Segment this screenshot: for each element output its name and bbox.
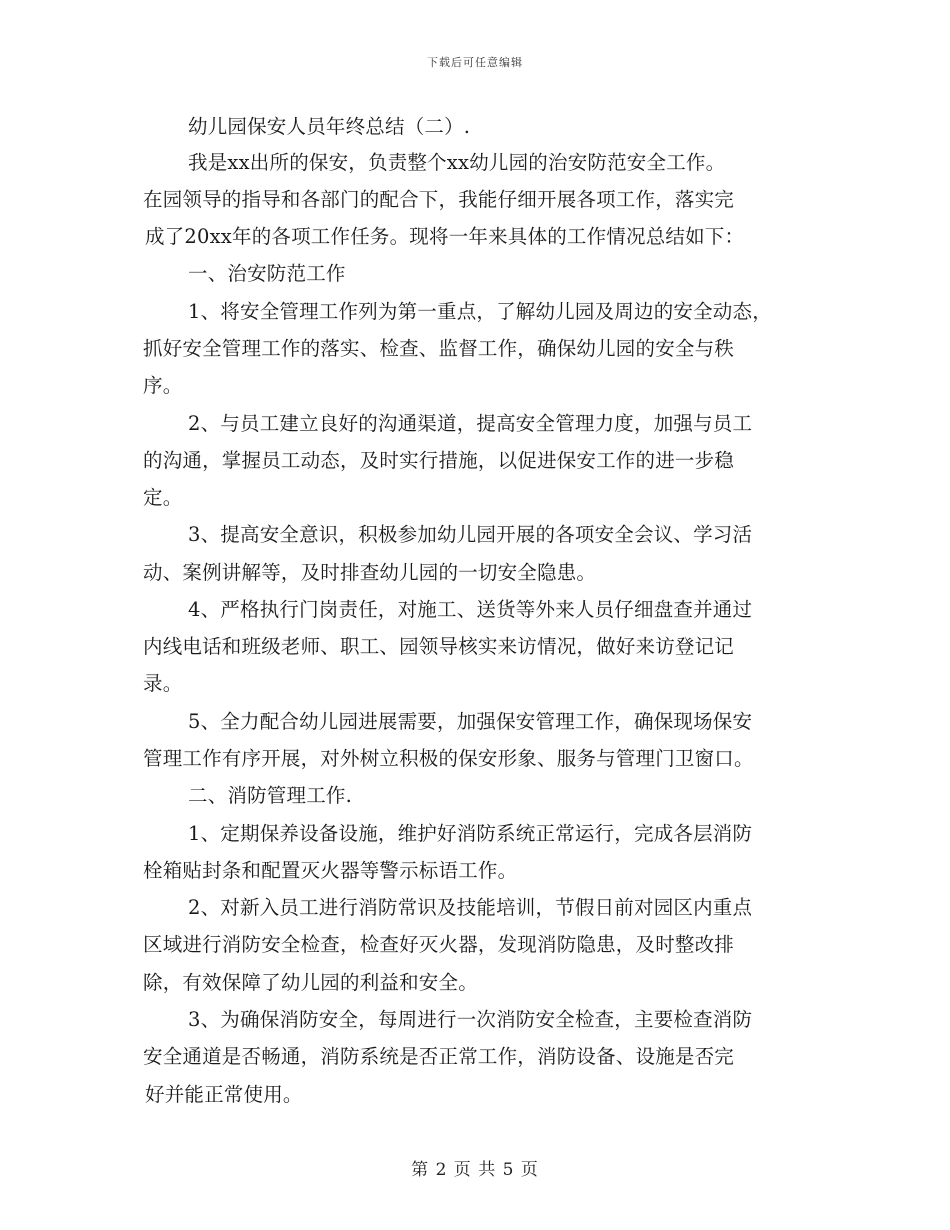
document-title: 幼儿园保安人员年终总结（二）. [188, 115, 471, 138]
paragraph-line: 成了20xx年的各项工作任务。现将一年来具体的工作情况总结如下： [145, 225, 745, 248]
paragraph-line: 安全通道是否畅通，消防系统是否正常工作，消防设备、设施是否完 [143, 1045, 735, 1068]
paragraph-line: 在园领导的指导和各部门的配合下，我能仔细开展各项工作，落实完 [143, 188, 735, 211]
paragraph-line: 5、全力配合幼儿园进展需要，加强保安管理工作，确保现场保安 [188, 710, 753, 733]
paragraph-line: 序。 [143, 374, 183, 397]
paragraph-line: 除，有效保障了幼儿园的利益和安全。 [143, 971, 478, 994]
paragraph-line: 2、与员工建立良好的沟通渠道，提高安全管理力度，加强与员工 [188, 412, 753, 435]
paragraph-line: 的沟通，掌握员工动态，及时实行措施，以促进保安工作的进一步稳 [143, 449, 735, 472]
paragraph-line: 管理工作有序开展，对外树立积极的保安形象、服务与管理门卫窗口。 [143, 747, 754, 770]
paragraph-line: 3、提高安全意识，积极参加幼儿园开展的各项安全会议、学习活 [188, 523, 753, 546]
paragraph-line: 录。 [143, 672, 183, 695]
paragraph-line: 内线电话和班级老师、职工、园领导核实来访情况，做好来访登记记 [143, 635, 735, 658]
paragraph-line: 3、为确保消防安全，每周进行一次消防安全检查，主要检查消防 [188, 1008, 753, 1031]
paragraph-line: 栓箱贴封条和配置灭火器等警示标语工作。 [143, 859, 518, 882]
paragraph-line: 我是xx出所的保安，负责整个xx幼儿园的治安防范安全工作。 [188, 151, 726, 174]
page-number: 第 2 页 共 5 页 [411, 1160, 539, 1180]
paragraph-line: 好并能正常使用。 [145, 1083, 303, 1106]
paragraph-line: 定。 [143, 486, 183, 509]
paragraph-line: 抓好安全管理工作的落实、检查、监督工作，确保幼儿园的安全与秩 [143, 337, 735, 360]
paragraph-line: 2、对新入员工进行消防常识及技能培训，节假日前对园区内重点 [188, 896, 753, 919]
paragraph-line: 1、定期保养设备设施，维护好消防系统正常运行，完成各层消防 [188, 822, 753, 845]
page-header: 下载后可任意编辑 [427, 56, 523, 69]
section-heading: 一、治安防范工作 [188, 262, 346, 285]
paragraph-line: 动、案例讲解等，及时排查幼儿园的一切安全隐患。 [143, 561, 597, 584]
paragraph-line: 1、将安全管理工作列为第一重点，了解幼儿园及周边的安全动态， [188, 300, 772, 323]
section-heading: 二、消防管理工作. [188, 784, 352, 807]
paragraph-line: 区域进行消防安全检查，检查好灭火器，发现消防隐患，及时整改排 [143, 933, 735, 956]
paragraph-line: 4、严格执行门岗责任，对施工、送货等外来人员仔细盘查并通过 [188, 598, 753, 621]
